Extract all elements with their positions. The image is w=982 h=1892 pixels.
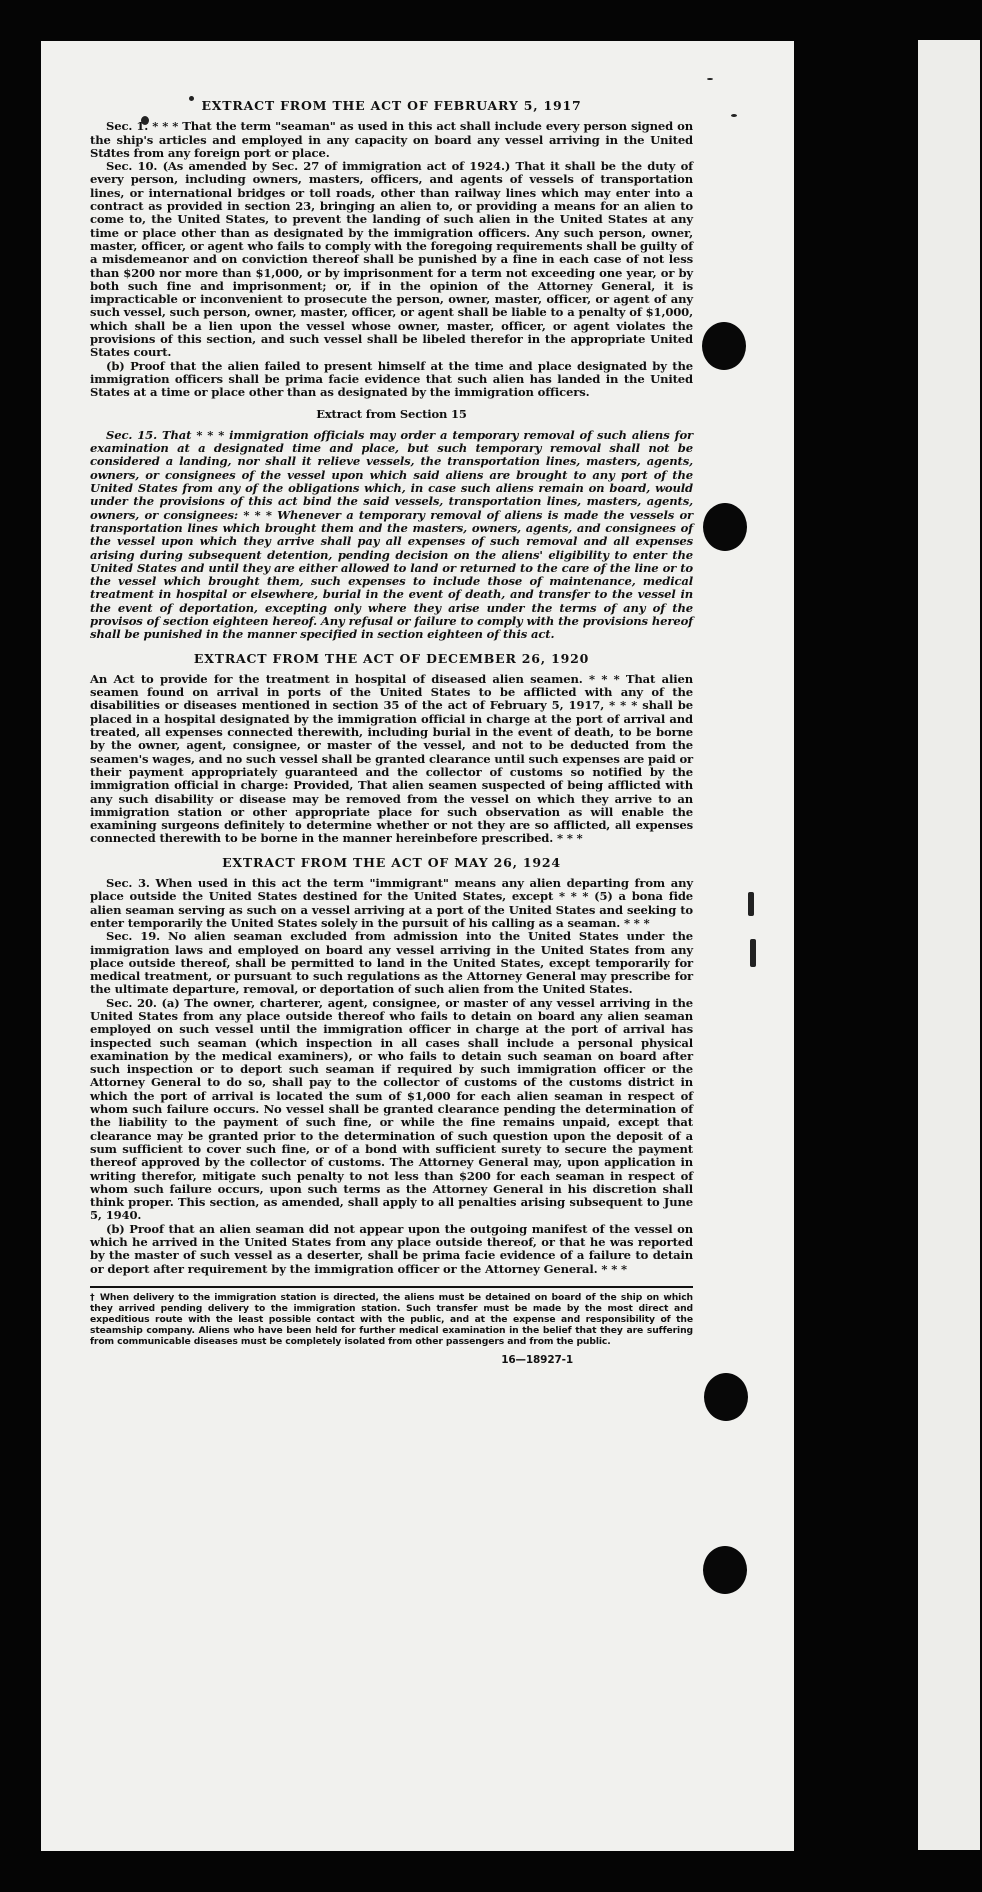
punch-hole-1 (702, 322, 746, 370)
paragraph: (b) Proof that the alien failed to present himself at the time and place designated by the immigration officers shall be prima facie evidence that such alien has landed in the United States at a time or place other than as designated by the immigration officers. (90, 358, 693, 400)
speck (748, 892, 754, 916)
section-heading: EXTRACT FROM THE ACT OF MAY 26, 1924 (222, 854, 561, 870)
section-heading: Extract from Section 15 (316, 406, 467, 421)
speck (750, 939, 756, 967)
section-heading: EXTRACT FROM THE ACT OF DECEMBER 26, 1920 (193, 650, 590, 666)
document-body (90, 95, 693, 1367)
paragraph: Sec. 19. No alien seaman excluded from admission into the United States under the immigration laws and employed on board any vessel arriving in the United States from any place outside thereof, shall be permitted to land in the United States, except temporarily for medical treatment, or pursuant to such regulations as the Attorney General may prescribe for the ultimate departure, removal, or deportation of such alien from the United States. (90, 929, 693, 997)
paragraph: (b) Proof that an alien seaman did not appear upon the outgoing manifest of the vessel on which he arrived in the United States from any place outside thereof, or that he was reported by the master of such vessel as a deserter, shall be prima facie evidence of a failure to detain or deport after requirement by the immigration officer or the Attorney General. * * * (90, 1221, 693, 1276)
punch-hole-2 (703, 503, 747, 551)
paragraph: Sec. 1. * * * That the term "seaman" as used in this act shall include every person signed on the ship's articles and employed in any capacity on board any vessel arriving in the United States from any foreign port or place. (90, 119, 693, 160)
form-number: 16—18927-1 (501, 1353, 573, 1366)
paragraph: Sec. 20. (a) The owner, charterer, agent, consignee, or master of any vessel arriving in the United States from any place outside thereof who fails to detain on board any alien seaman employed on such vessel until the immigration officer in charge at the port of arrival has inspected such seaman (which inspection in all cases shall include a personal physical examination by the medical examiners), or who fails to detain such seaman on board after such inspection or to deport such seaman if required by such immigration officer or the Attorney General to do so, shall pay to the collector of customs of the customs district in which the port of arrival is located the sum of $1,000 for each alien seaman in respect of whom such failure occurs. No vessel shall be granted clearance pending the determination of the liability to the payment of such fine, or while the fine remains unpaid, except that clearance may be granted prior to the determination of such question upon the deposit of a sum sufficient to cover such fine, or of a bond with sufficient surety to secure the payment thereof approved by the collector of customs. The Attorney General may, upon application in writing therefor, mitigate such penalty to not less than $200 for each seaman in respect of whom such failure occurs, upon such terms as the Attorney General in his discretion shall think proper. This section, as amended, shall apply to all penalties arising subsequent to June 5, 1940. (90, 995, 693, 1223)
speck (731, 114, 737, 117)
paragraph: An Act to provide for the treatment in hospital of diseased alien seamen. * * * That alien seamen found on arrival in ports of the United States to be afflicted with any of the disabilities or diseases mentioned in section 35 of the act of February 5, 1917, * * * shall be placed in a hospital designated by the immigration official in charge at the port of arrival and treated, all expenses connected therewith, including burial in the event of death, to be borne by the owner, agent, consignee, or master of the vessel, and not to be deducted from the seamen's wages, and no such vessel shall be granted clearance until such expenses are paid or their payment appropriately guaranteed and the collector of customs so notified by the immigration official in charge: Provided, That alien seamen suspected of being afflicted with any such disability or disease may be removed from the vessel on which they arrive to an immigration station or other appropriate place for such observation as will enable the examining surgeons definitely to determine whether or not they are so afflicted, all expenses connected therewith to be borne in the manner hereinbefore prescribed. * * * (90, 671, 693, 846)
paragraph: Sec. 15. That * * * immigration officials may order a temporary removal of such aliens for examination at a designated time and place, but such temporary removal shall not be considered a landing, nor shall it relieve vessels, the transportation lines, masters, agents, owners, or consignees of the vessel upon which said aliens are brought to any port of the United States from any of the obligations which, in case such aliens remain on board, would under the provisions of this act bind the said vessels, transportation lines, masters, agents, owners, or consignees: * * * Whenever a temporary removal of aliens is made the vessels or transportation lines which brought them and the masters, owners, agents, and consignees of the vessel upon which they arrive shall pay all expenses of such removal and all expenses arising during subsequent detention, pending decision on the aliens' eligibility to enter the United States and until they are either allowed to land or returned to the care of the line or to the vessel which brought them, such expenses to include those of maintenance, medical treatment in hospital or elsewhere, burial in the event of death, and transfer to the vessel in the event of deportation, excepting only where they arise under the terms of any of the provisos of section eighteen hereof. Any refusal or failure to comply with the provisions hereof shall be punished in the manner specified in section eighteen of this act. (90, 427, 693, 642)
section-heading: EXTRACT FROM THE ACT OF FEBRUARY 5, 1917 (201, 98, 582, 113)
speck (707, 78, 713, 80)
footnote-divider (90, 1286, 693, 1288)
punch-hole-4 (703, 1546, 747, 1594)
paragraph: Sec. 10. (As amended by Sec. 27 of immigration act of 1924.) That it shall be the duty of every person, including owners, masters, officers, and agents of vessels of transportation lines, or international bridges or toll roads, other than railway lines which may enter into a contract as provided in section 23, bringing an alien to, or providing a means for an alien to come to, the United States, to prevent the landing of such alien in the United States at any time or place other than as designated by the immigration officers. Any such person, owner, master, officer, or agent who fails to comply with the foregoing requirements shall be guilty of a misdemeanor and on conviction thereof shall be punished by a fine in each case of not less than $200 nor more than $1,000, or by imprisonment for a term not exceeding one year, or by both such fine and imprisonment; or, if in the opinion of the Attorney General, it is impracticable or inconvenient to prosecute the person, owner, master, officer, or agent of any such vessel, such person, owner, master, officer, or agent shall be liable to a penalty of $1,000, which shall be a lien upon the vessel whose owner, master, officer, or agent violates the provisions of this section, and such vessel shall be libeled therefor in the appropriate United States court. (90, 159, 693, 360)
footnote: † When delivery to the immigration station is directed, the aliens must be detained on board of the ship on which they arrived pending delivery to the immigration station. Such transfer must be made by the most direct and expeditious route with the least possible contact with the public, and at the expense and responsibility of the steamship company. Aliens who have been held for further medical examination in the belief that they are suffering from communicable diseases must be completely isolated from other passengers and from the public. (90, 1291, 693, 1347)
adjacent-page-strip (918, 40, 980, 1850)
punch-hole-3 (704, 1373, 748, 1421)
paragraph: Sec. 3. When used in this act the term "immigrant" means any alien departing from any place outside the United States destined for the United States, except * * * (5) a bona fide alien seaman serving as such on a vessel arriving at a port of the United States and seeking to enter temporarily the United States solely in the pursuit of his calling as a seaman. * * * (90, 876, 693, 930)
